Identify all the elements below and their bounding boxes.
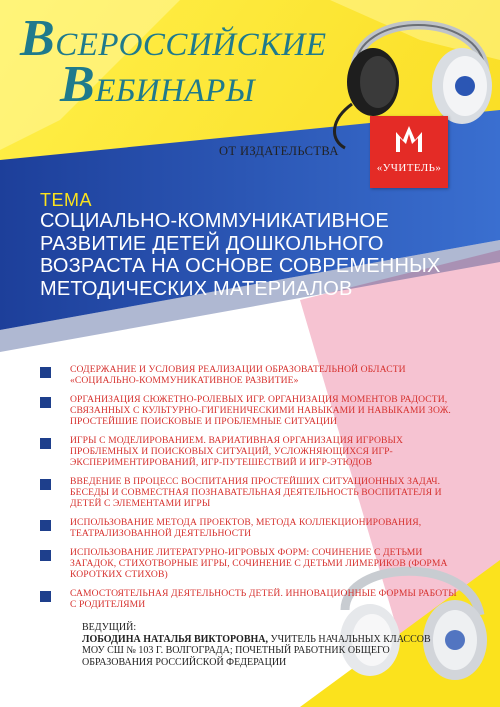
square-bullet-icon — [40, 367, 51, 378]
square-bullet-icon — [40, 438, 51, 449]
publisher-label: ОТ ИЗДАТЕЛЬСТВА — [219, 144, 339, 158]
uchitel-logo-icon — [370, 116, 448, 160]
presenter-info — [82, 622, 452, 668]
agenda-item: ИСПОЛЬЗОВАНИЕ МЕТОДА ПРОЕКТОВ, МЕТОДА КОЛЛЕКЦИОНИРОВАНИЯ, ТЕАТРАЛИЗОВАННОЙ ДЕЯТЕЛЬНОСТИ — [40, 517, 460, 539]
topic-label: ТЕМА — [40, 190, 93, 210]
publisher-badge-label: «УЧИТЕЛЬ» — [376, 162, 442, 174]
agenda-item: ВВЕДЕНИЕ В ПРОЦЕСС ВОСПИТАНИЯ ПРОСТЕЙШИХ СИТУАЦИОННЫХ ЗАДАЧ. БЕСЕДЫ И СОВМЕСТНАЯ ПОЗНАВАТЕЛЬНАЯ ДЕЯТЕЛЬНОСТЬ ВОСПИТАТЕЛЯ И ДЕТЕЙ С ЭЛЕМЕНТАМИ ИГРЫ — [40, 476, 460, 509]
square-bullet-icon — [40, 520, 51, 531]
agenda-item: СОДЕРЖАНИЕ И УСЛОВИЯ РЕАЛИЗАЦИИ ОБРАЗОВАТЕЛЬНОЙ ОБЛАСТИ «СОЦИАЛЬНО-КОММУНИКАТИВНОЕ РАЗВИТИЕ» — [40, 364, 460, 386]
square-bullet-icon — [40, 550, 51, 561]
agenda-item: ИСПОЛЬЗОВАНИЕ ЛИТЕРАТУРНО-ИГРОВЫХ ФОРМ: СОЧИНЕНИЕ С ДЕТЬМИ ЗАГАДОК, СТИХОТВОРНЫЕ ИГРЫ, СОЧИНЕНИЕ С ДЕТЬМИ ЛИМЕРИКОВ (ФОРМА КОРОТКИХ СТИХОВ) — [40, 547, 460, 580]
publisher-badge — [370, 116, 448, 188]
webinar-title: СОЦИАЛЬНО-КОММУНИКАТИВНОЕ РАЗВИТИЕ ДЕТЕЙ ДОШКОЛЬНОГО ВОЗРАСТА НА ОСНОВЕ СОВРЕМЕННЫХ МЕТОДИЧЕСКИХ МАТЕРИАЛОВ — [40, 210, 441, 300]
square-bullet-icon — [40, 479, 51, 490]
logo-word-1: СЕРОССИЙСКИЕ — [55, 27, 327, 63]
agenda-list — [40, 364, 460, 610]
logo-initial: В — [20, 10, 56, 67]
logo-word-2: ЕБИНАРЫ — [95, 73, 256, 109]
presenter-details: УЧИТЕЛЬ НАЧАЛЬНЫХ КЛАССОВ МОУ СШ № 103 Г. ВОЛГОГРАДА; ПОЧЕТНЫЙ РАБОТНИК ОБЩЕГО ОБРАЗОВАНИЯ РОССИЙСКОЙ ФЕДЕРАЦИИ — [82, 633, 431, 668]
logo-initial: В — [60, 56, 96, 113]
agenda-item: ОРГАНИЗАЦИЯ СЮЖЕТНО-РОЛЕВЫХ ИГР. ОРГАНИЗАЦИЯ МОМЕНТОВ РАДОСТИ, СВЯЗАННЫХ С КУЛЬТУРНО-ГИГИЕНИЧЕСКИМИ НАВЫКАМИ И НАВЫКАМИ ЗОЖ. ПРОСТЕЙШИЕ ПОИСКОВЫЕ И ПРОБЛЕМНЫЕ СИТУАЦИИ — [40, 394, 460, 427]
presenter-label: ВЕДУЩИЙ: — [82, 622, 137, 633]
square-bullet-icon — [40, 397, 51, 408]
square-bullet-icon — [40, 591, 51, 602]
presenter-name: ЛОБОДИНА НАТАЛЬЯ ВИКТОРОВНА, — [82, 633, 268, 645]
agenda-item: ИГРЫ С МОДЕЛИРОВАНИЕМ. ВАРИАТИВНАЯ ОРГАНИЗАЦИЯ ИГРОВЫХ ПРОБЛЕМНЫХ И ПОИСКОВЫХ СИТУАЦИЙ, УСЛОЖНЯЮЩИХСЯ ИГР-ЭКСПЕРИМЕНТИРОВАНИЙ, ИГР-ПУТЕШЕСТВИЙ И ИГР-ЭТЮДОВ — [40, 435, 460, 468]
agenda-item: САМОСТОЯТЕЛЬНАЯ ДЕЯТЕЛЬНОСТЬ ДЕТЕЙ. ИННОВАЦИОННЫЕ ФОРМЫ РАБОТЫ С РОДИТЕЛЯМИ — [40, 588, 460, 610]
